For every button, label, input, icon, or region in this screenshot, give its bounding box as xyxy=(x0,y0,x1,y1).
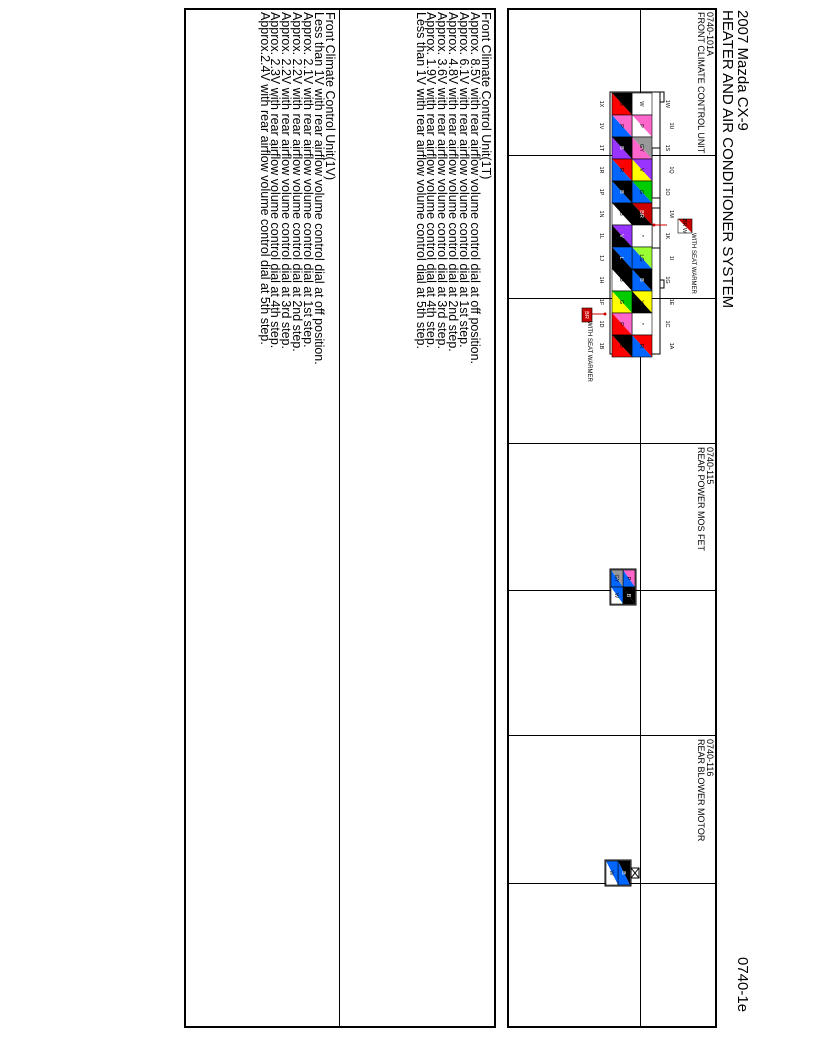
pin-label: 1C xyxy=(664,320,670,328)
note-block-2-line: Less than 1V with rear airflow volume control dial at off position. xyxy=(312,12,327,365)
svg-text:B: B xyxy=(638,278,644,282)
note-block-2-line: Approx.2.4V with rear airflow volume control dial at 5th step. xyxy=(257,12,272,345)
seat-warmer-bottom-cell xyxy=(582,308,592,322)
blower-connector xyxy=(601,856,641,906)
vehicle-title: 2007 Mazda CX-9 xyxy=(734,10,751,131)
note-block-2 xyxy=(259,12,335,365)
note-block-1 xyxy=(415,12,491,364)
note-block-1-line: Approx. 6.1V with rear airflow volume control dial at 1st step. xyxy=(457,12,472,348)
svg-text:P: P xyxy=(618,124,624,128)
svg-text:W: W xyxy=(638,101,644,107)
blower-pin xyxy=(606,861,618,885)
blower-name: REAR BLOWER MOTOR xyxy=(696,739,706,842)
fccu-bottom-cell xyxy=(612,181,632,203)
system-title: HEATER AND AIR CONDITIONER SYSTEM xyxy=(719,10,736,309)
pin-label: 1G xyxy=(664,276,670,284)
fccu-bottom-cell xyxy=(612,203,632,225)
fccu-top-cell xyxy=(632,247,652,269)
note-block-1-line: Approx. 3.6V with rear airflow volume control dial at 3rd step. xyxy=(435,12,450,349)
fccu-bottom-pin-labels xyxy=(598,101,604,350)
pin-label: 1B xyxy=(598,342,604,350)
svg-text:B: B xyxy=(618,190,624,194)
blower-pin xyxy=(618,861,630,885)
pin-label: 1U xyxy=(668,122,674,130)
svg-text:BR: BR xyxy=(583,311,589,319)
note-block-1-line: Approx. 4.8V with rear airflow volume control dial at 2nd step. xyxy=(446,12,461,352)
svg-text:B: B xyxy=(625,593,631,598)
svg-text:V: V xyxy=(618,234,624,238)
pin-label: 1M xyxy=(668,210,674,218)
seat-warmer-note-top: WITH SEAT WARMER xyxy=(690,233,696,294)
note-block-1-line: Approx. 1.9V with rear airflow volume control dial at 4th step. xyxy=(424,12,439,349)
pin-label: 1P xyxy=(598,188,604,196)
fccu-top-cell xyxy=(632,313,652,335)
fccu-bottom-cell xyxy=(612,247,632,269)
seat-warmer-top-cell xyxy=(678,219,692,234)
pin-label: 1R xyxy=(598,166,604,174)
fccu-top-cell xyxy=(632,225,652,247)
note-block-1-heading: Front Climate Control Unit(1T) xyxy=(479,12,493,180)
fccu-bottom-cell xyxy=(612,93,632,115)
mosfet-connector xyxy=(606,565,646,625)
pin-label: 1E xyxy=(668,298,674,306)
blower-code: 0740-116 xyxy=(705,739,715,777)
mosfet-pin xyxy=(623,587,635,604)
fccu-top-cell xyxy=(632,93,652,115)
fccu-bottom-cell xyxy=(612,115,632,137)
fccu-bottom-cell xyxy=(612,313,632,335)
pin-label: 1I xyxy=(668,255,674,261)
seat-warmer-top-wire xyxy=(653,219,693,234)
fccu-bottom-row xyxy=(612,93,632,357)
mosfet-pin xyxy=(623,570,635,587)
fccu-top-cell xyxy=(632,137,652,159)
fccu-top-cell xyxy=(632,115,652,137)
svg-text:P: P xyxy=(638,124,644,128)
fccu-top-cell xyxy=(632,159,652,181)
svg-text:Y: Y xyxy=(638,300,644,304)
svg-text:V: V xyxy=(638,168,644,172)
svg-text:G: G xyxy=(638,189,644,195)
fccu-code: 0740-101A xyxy=(705,12,715,57)
svg-text:P: P xyxy=(618,322,624,326)
svg-text:B: B xyxy=(618,146,624,150)
fccu-top-cell xyxy=(632,291,652,313)
fccu-top-cell xyxy=(632,269,652,291)
mosfet-pins xyxy=(611,570,635,604)
pin-label: 1Q xyxy=(668,166,674,174)
svg-text:GY: GY xyxy=(613,574,619,583)
note-block-2-line: Approx. 2.2V with rear airflow volume control dial at 3rd step. xyxy=(279,12,294,349)
grid-line xyxy=(508,443,716,444)
svg-text:W: W xyxy=(613,592,619,599)
pin-label: 1W xyxy=(664,99,670,109)
fccu-top-row xyxy=(632,93,652,357)
svg-text:G: G xyxy=(618,299,624,305)
svg-text:L: L xyxy=(618,256,624,260)
mosfet-pin xyxy=(611,570,623,587)
mosfet-code: 0740-115 xyxy=(705,447,715,485)
pin-label: 1T xyxy=(598,144,604,152)
grid-line xyxy=(508,735,716,736)
fccu-top-cell xyxy=(632,203,652,225)
pin-label: 1S xyxy=(664,144,670,152)
svg-text:*: * xyxy=(638,234,644,238)
blower-pins xyxy=(606,861,630,885)
svg-text:BR: BR xyxy=(638,210,644,218)
svg-text:BR W: BR W xyxy=(681,218,687,234)
fccu-top-cell xyxy=(632,335,652,357)
fccu-bottom-cell xyxy=(612,159,632,181)
fccu-bottom-cell xyxy=(612,225,632,247)
note-block-2-line: Approx. 2.3V with rear airflow volume control dial at 4th step. xyxy=(268,12,283,349)
svg-text:W: W xyxy=(608,870,614,876)
pin-label: 1V xyxy=(598,122,604,130)
pin-label: 1K xyxy=(664,232,670,240)
svg-text:B: B xyxy=(618,102,624,106)
pin-label: 1O xyxy=(664,188,670,196)
note-block-1-line: Approx. 8.5V with rear airflow volume control dial at off position. xyxy=(468,12,483,365)
note-block-1-line: Less than 1V with rear airflow volume control dial at 5th step. xyxy=(413,12,428,349)
pin-label: 1X xyxy=(598,100,604,108)
svg-text:*: * xyxy=(638,322,644,326)
fccu-bottom-cell xyxy=(612,137,632,159)
fccu-top-cell xyxy=(632,181,652,203)
pin-label: 1D xyxy=(598,320,604,328)
notes-divider xyxy=(339,9,340,1027)
svg-text:R: R xyxy=(618,168,624,172)
mosfet-pin xyxy=(611,587,623,604)
svg-text:B: B xyxy=(618,344,624,348)
svg-text:P: P xyxy=(625,576,631,581)
svg-text:B: B xyxy=(620,871,626,875)
svg-text:B: B xyxy=(618,278,624,282)
note-block-2-line: Approx. 2.2V with rear airflow volume control dial at 2nd step. xyxy=(290,12,305,352)
pin-label: 1J xyxy=(598,255,604,261)
svg-text:R: R xyxy=(638,344,644,348)
pin-label: 1F xyxy=(598,298,604,306)
fccu-name: FRONT CLIMATE CONTROL UNIT xyxy=(696,12,706,154)
page-number: 0740-1e xyxy=(734,957,751,1013)
fccu-bottom-cell xyxy=(612,291,632,313)
pin-label: 1H xyxy=(598,276,604,284)
pin-label: 1A xyxy=(668,342,674,350)
svg-text:LG: LG xyxy=(638,254,644,262)
note-block-2-heading: Front Climate Control Unit(1V) xyxy=(323,12,337,181)
fccu-bottom-cell xyxy=(612,335,632,357)
pin-label: 1N xyxy=(598,210,604,218)
pin-label: 1L xyxy=(598,232,604,240)
svg-text:B: B xyxy=(618,212,624,216)
seat-warmer-note-bottom: WITH SEAT WARMER xyxy=(586,321,592,382)
svg-text:GY: GY xyxy=(638,144,644,152)
mosfet-name: REAR POWER MOS FET xyxy=(696,447,706,552)
note-block-2-line: Approx. 2.1V with rear airflow volume control dial at 1st step. xyxy=(301,12,316,348)
fccu-bottom-cell xyxy=(612,269,632,291)
fccu-connector xyxy=(580,88,700,438)
